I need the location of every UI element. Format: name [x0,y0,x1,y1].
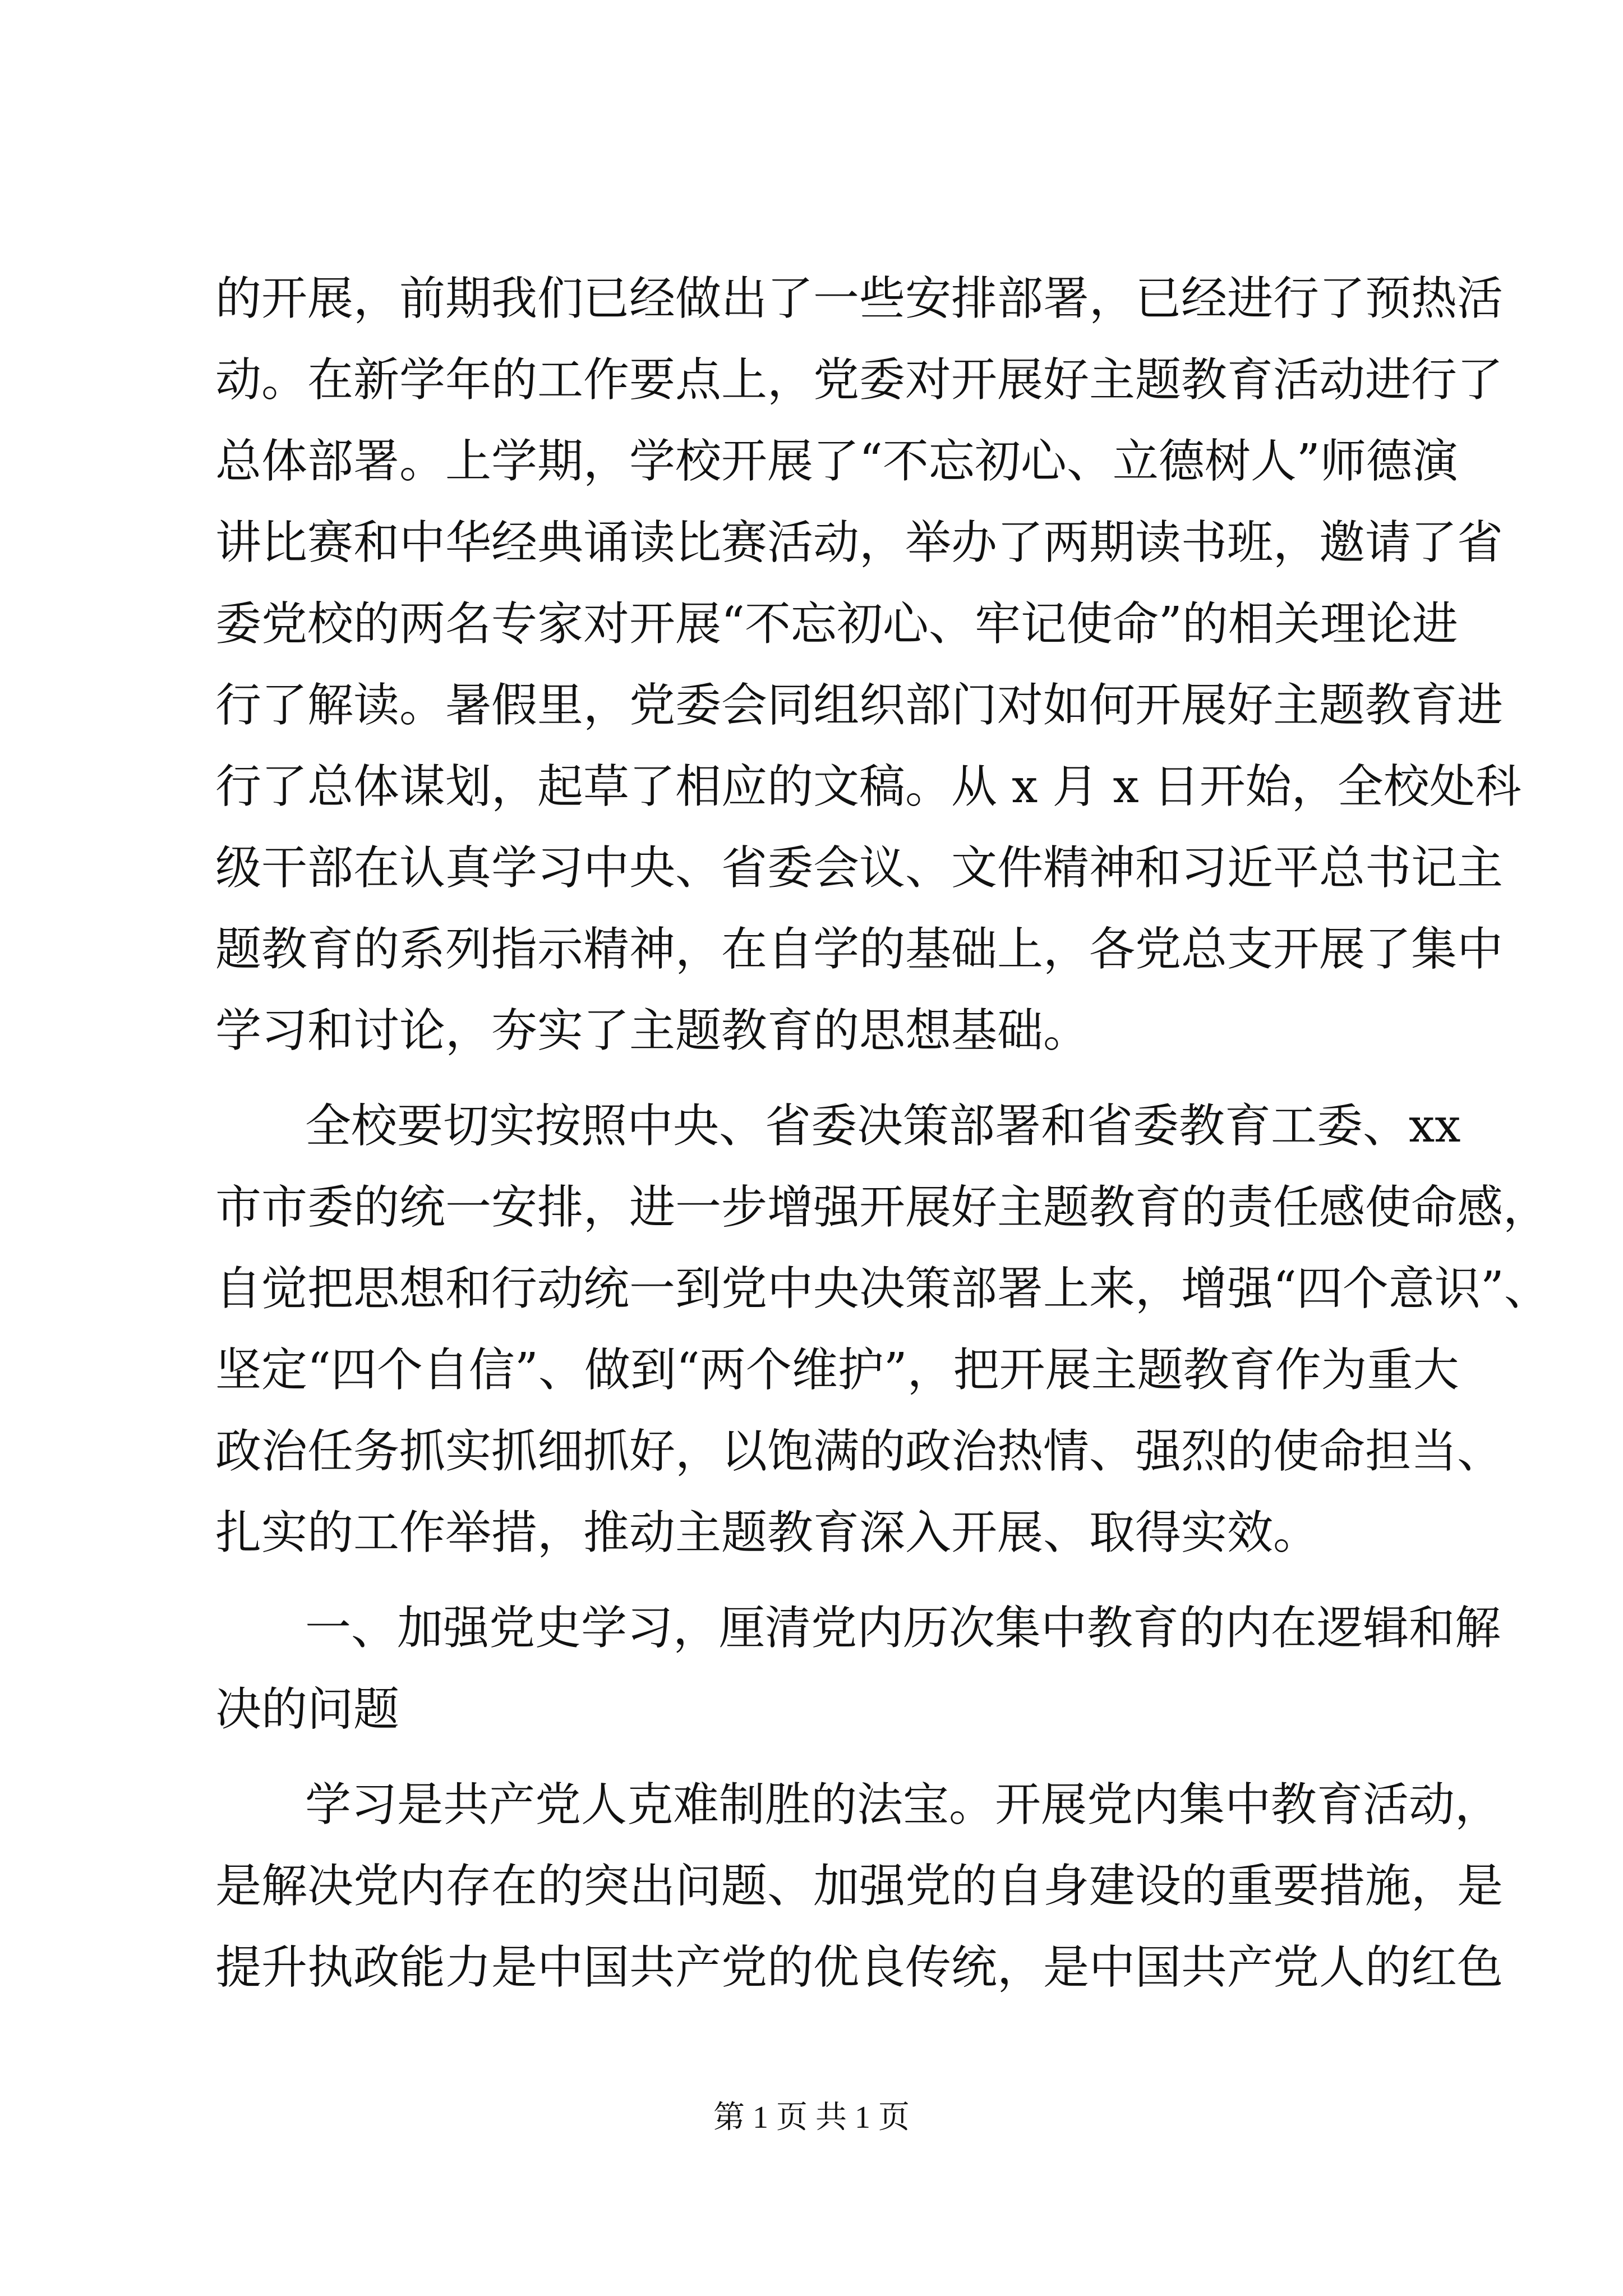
text-line: 自觉把思想和行动统一到党中央决策部署上来，增强“四个意识”、 [215,1262,1550,1315]
page-footer: 第 1 页 共 1 页 [713,2100,910,2135]
text-line: 委党校的两名专家对开展“不忘初心、牢记使命”的相关理论进 [215,597,1458,651]
text-line: 动。在新学年的工作要点上，党委对开展好主题教育活动进行了 [215,353,1504,407]
text-line: 决的问题 [215,1683,400,1736]
text-line: 坚定“四个自信”、做到“两个维护”，把开展主题教育作为重大 [215,1343,1459,1397]
text-line: 市市委的统一安排，进一步增强开展好主题教育的责任感使命感， [215,1181,1550,1234]
text-line: 学习是共产党人克难制胜的法宝。开展党内集中教育活动， [305,1778,1501,1832]
text-line: 总体部署。上学期，学校开展了“不忘初心、立德树人”师德演 [215,435,1458,488]
text-line: 题教育的系列指示精神，在自学的基础上，各党总支开展了集中 [215,923,1504,976]
text-line: 是解决党内存在的突出问题、加强党的自身建设的重要措施，是 [215,1860,1504,1913]
text-line: 级干部在认真学习中央、省委会议、文件精神和习近平总书记主 [215,841,1504,895]
text-line: 政治任务抓实抓细抓好，以饱满的政治热情、强烈的使命担当、 [215,1425,1504,1478]
text-line: 讲比赛和中华经典诵读比赛活动，举办了两期读书班，邀请了省 [215,516,1504,569]
text-line: 一、加强党史学习，厘清党内历次集中教育的内在逻辑和解 [305,1602,1501,1655]
text-line: 全校要切实按照中央、省委决策部署和省委教育工委、xx [305,1099,1461,1153]
text-line: 提升执政能力是中国共产党的优良传统，是中国共产党人的红色 [215,1941,1504,1994]
text-line: 行了总体谋划，起草了相应的文稿。从 x 月 x 日开始，全校处科 [215,760,1521,813]
text-line: 学习和讨论，夯实了主题教育的思想基础。 [215,1004,1090,1057]
text-line: 行了解读。暑假里，党委会同组织部门对如何开展好主题教育进 [215,679,1504,732]
text-line: 扎实的工作举措，推动主题教育深入开展、取得实效。 [215,1506,1320,1559]
text-line: 的开展，前期我们已经做出了一些安排部署，已经进行了预热活 [215,272,1504,325]
